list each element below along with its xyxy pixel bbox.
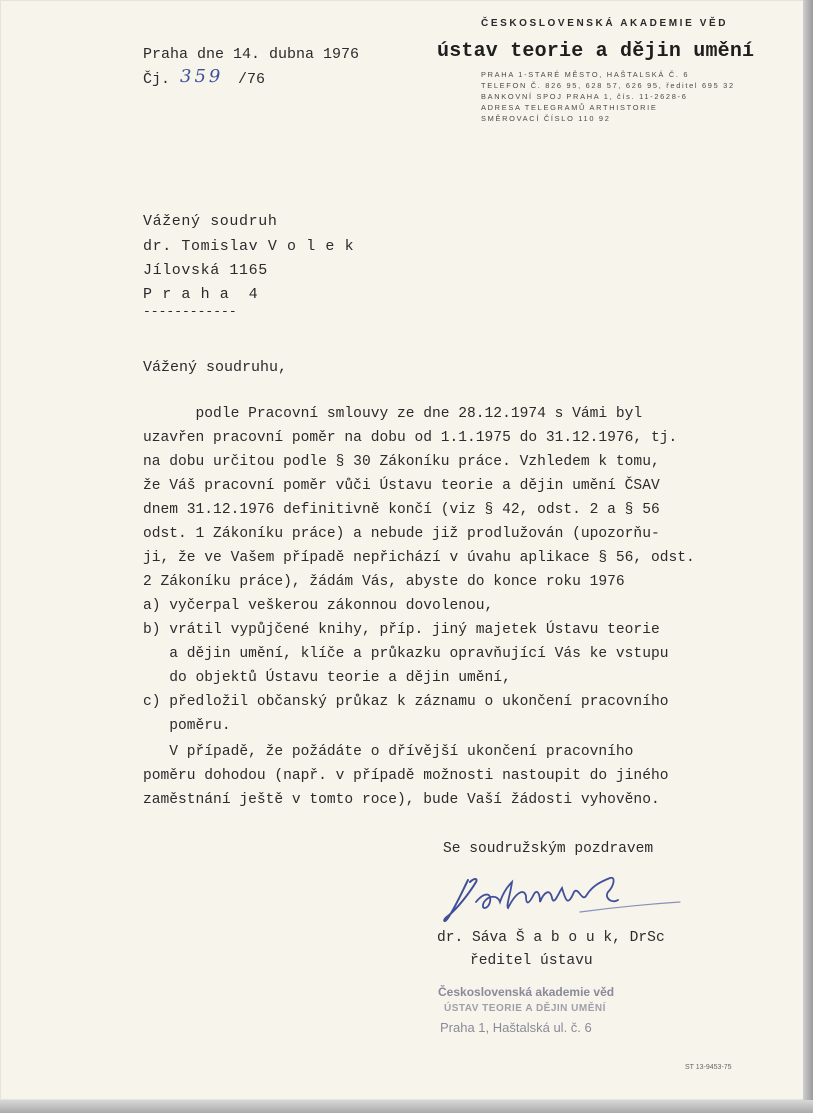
letter-date: Praha dne 14. dubna 1976 xyxy=(143,46,360,63)
letterhead-phone-line: TELEFON Č. 826 95, 628 57, 626 95, ředitel 695 32 xyxy=(481,81,735,90)
body-line: dnem 31.12.1976 definitivně končí (viz § 42, odst. 2 a § 56 xyxy=(143,502,660,518)
body-line: odst. 1 Zákoníku práce) a nebude již prodlužován (upozorňu- xyxy=(143,526,660,542)
reference-label: Čj. xyxy=(143,71,171,88)
body-line: podle Pracovní smlouvy ze dne 28.12.1974 s Vámi byl xyxy=(143,406,643,422)
list-item-c: c) předložil občanský průkaz k záznamu o ukončení pracovního xyxy=(143,694,669,710)
greeting: Vážený soudruhu, xyxy=(143,359,288,376)
letterhead-academy: ČESKOSLOVENSKÁ AKADEMIE VĚD xyxy=(481,18,729,29)
stamp-line-3: Praha 1, Haštalská ul. č. 6 xyxy=(440,1020,592,1035)
list-item-b: b) vrátil vypůjčené knihy, příp. jiný majetek Ústavu teorie xyxy=(143,622,660,638)
closing-regards: Se soudružským pozdravem xyxy=(443,841,654,857)
body-line: V případě, že požádáte o dřívější ukončení pracovního xyxy=(143,744,634,760)
page-edge-shadow xyxy=(803,0,813,1113)
stamp-line-1: Československá akademie věd xyxy=(438,985,615,999)
list-item-c-cont: poměru. xyxy=(143,718,231,734)
list-item-b-cont: do objektů Ústavu teorie a dějin umění, xyxy=(143,670,511,686)
address-underline: ------------ xyxy=(143,304,237,319)
recipient-salutation: Vážený soudruh xyxy=(143,213,278,230)
list-item-b-cont: a dějin umění, klíče a průkazku opravňující Vás ke vstupu xyxy=(143,646,669,662)
body-line: ji, že ve Vašem případě nepřichází v úvahu aplikace § 56, odst. xyxy=(143,550,695,566)
stamp-line-2: ÚSTAV TEORIE A DĚJIN UMĚNÍ xyxy=(444,1003,606,1014)
institution-stamp xyxy=(428,983,638,1043)
reference-number-handwritten: 359 xyxy=(180,66,224,87)
recipient-city: P r a h a 4 xyxy=(143,286,259,303)
body-line: že Váš pracovní poměr vůči Ústavu teorie a dějin umění ČSAV xyxy=(143,478,660,494)
recipient-name: dr. Tomislav V o l e k xyxy=(143,238,355,255)
body-line: na dobu určitou podle § 30 Zákoníku práce. Vzhledem k tomu, xyxy=(143,454,660,470)
body-line: poměru dohodou (např. v případě možnosti nastoupit do jiného xyxy=(143,768,669,784)
signatory-name: dr. Sáva Š a b o u k, DrSc xyxy=(437,930,665,946)
form-code: ST 13-9453-75 xyxy=(685,1064,732,1071)
recipient-street: Jílovská 1165 xyxy=(143,262,268,279)
body-line: 2 Zákoníku práce), žádám Vás, abyste do konce roku 1976 xyxy=(143,574,625,590)
letterhead-address-line: PRAHA 1-STARÉ MĚSTO, HAŠTALSKÁ Č. 6 xyxy=(481,70,690,79)
list-item-a: a) vyčerpal veškerou zákonnou dovolenou, xyxy=(143,598,494,614)
letterhead-telegram-line: ADRESA TELEGRAMŮ ARTHISTORIE xyxy=(481,103,658,112)
letterhead-bank-line: BANKOVNÍ SPOJ PRAHA 1, čís. 11-2628-6 xyxy=(481,92,688,101)
body-line: zaměstnání ještě v tomto roce), bude Vaší žádosti vyhověno. xyxy=(143,792,660,808)
signatory-title: ředitel ústavu xyxy=(470,953,593,969)
reference-year: /76 xyxy=(238,71,266,88)
body-line: uzavřen pracovní poměr na dobu od 1.1.1975 do 31.12.1976, tj. xyxy=(143,430,678,446)
page-bottom-edge xyxy=(0,1100,813,1113)
letterhead-postal-line: SMĚROVACÍ ČÍSLO 110 92 xyxy=(481,114,611,123)
handwritten-signature xyxy=(440,872,700,932)
letterhead-institute: ústav teorie a dějin umění xyxy=(437,40,755,63)
